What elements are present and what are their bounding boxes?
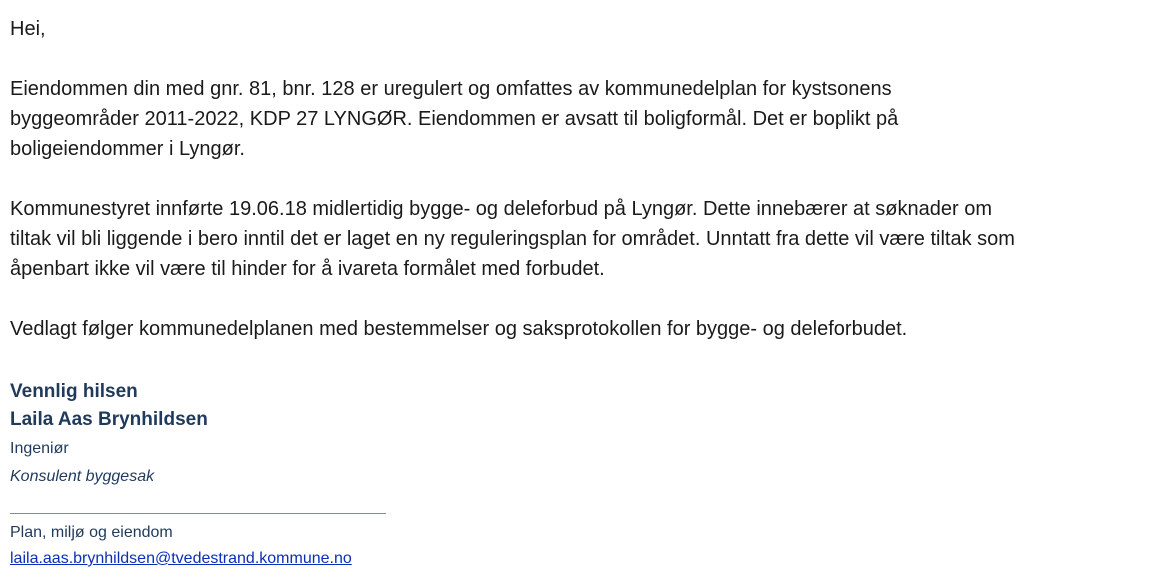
- signature-email-link[interactable]: laila.aas.brynhildsen@tvedestrand.kommune.no: [10, 550, 352, 567]
- greeting: Hei,: [10, 18, 46, 40]
- email-signature: [10, 379, 610, 572]
- signature-divider: [10, 513, 386, 514]
- signature-name: Laila Aas Brynhildsen: [10, 409, 208, 430]
- paragraph-spacer: [10, 44, 1150, 74]
- paragraph-line: byggeområder 2011-2022, KDP 27 LYNGØR. Eiendommen er avsatt til boligformål. Det er boplikt på: [10, 108, 899, 130]
- paragraph-line: åpenbart ikke vil være til hinder for å ivareta formålet med forbudet.: [10, 258, 605, 280]
- paragraph-spacer: [10, 284, 1150, 314]
- paragraph-building-ban: [10, 194, 1150, 284]
- signature-title: Ingeniør: [10, 440, 69, 457]
- signature-department: Plan, miljø og eiendom: [10, 524, 173, 541]
- paragraph-property-status: [10, 74, 1150, 164]
- email-body: [10, 14, 1150, 344]
- paragraph-attachments: Vedlagt følger kommunedelplanen med bestemmelser og saksprotokollen for bygge- og deleforbudet.: [10, 318, 908, 340]
- paragraph-spacer: [10, 164, 1150, 194]
- signature-closing: Vennlig hilsen: [10, 381, 138, 402]
- paragraph-line: Kommunestyret innførte 19.06.18 midlertidig bygge- og deleforbud på Lyngør. Dette innebærer at søknader om: [10, 198, 993, 220]
- paragraph-line: boligeiendommer i Lyngør.: [10, 138, 245, 160]
- paragraph-line: tiltak vil bli liggende i bero inntil det er laget en ny reguleringsplan for området. Unntatt fra dette vil være tiltak som: [10, 228, 1015, 250]
- signature-role: Konsulent byggesak: [10, 468, 155, 485]
- paragraph-line: Eiendommen din med gnr. 81, bnr. 128 er uregulert og omfattes av kommunedelplan for kystsonens: [10, 78, 892, 100]
